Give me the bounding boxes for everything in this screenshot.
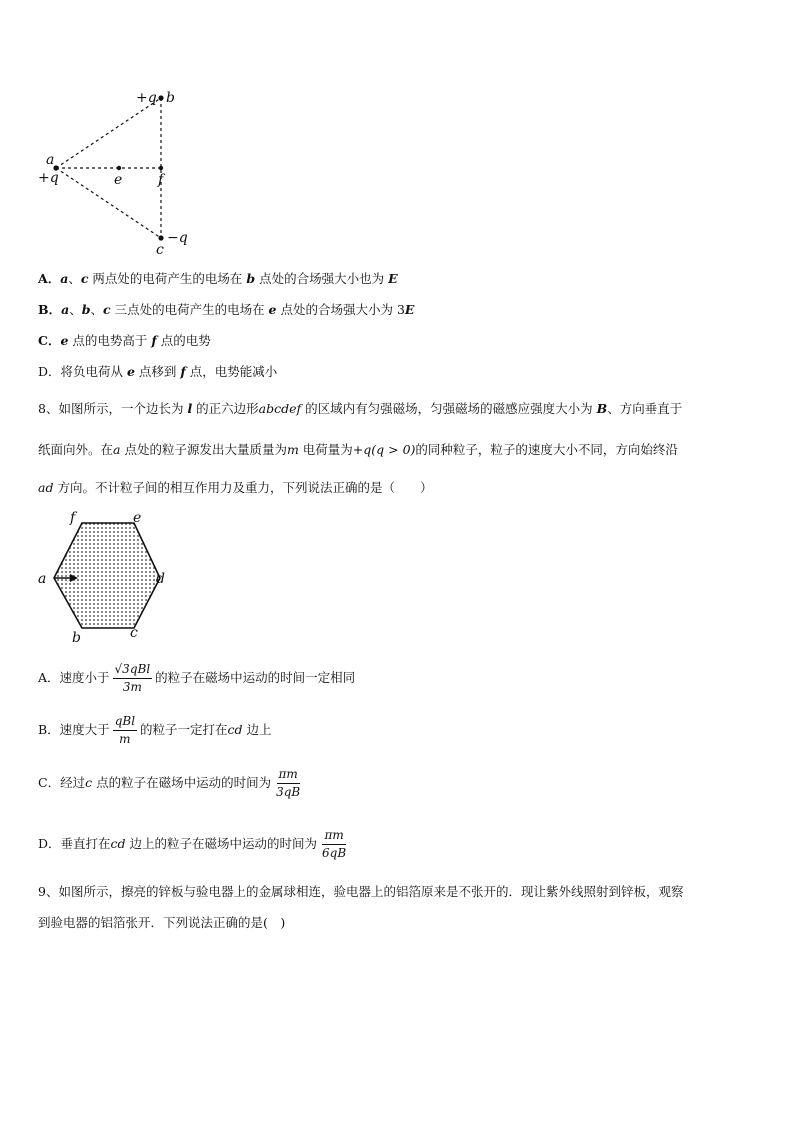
q7-option-c: C．e 点的电势高于 f 点的电势 bbox=[38, 333, 211, 348]
fraction: $\frac{\pi m}{6qB}$ bbox=[322, 828, 347, 860]
q8-stem-line-3: ad 方向。不计粒子间的相互作用力及重力，下列说法正确的是（ ） bbox=[38, 480, 433, 495]
hex-label-a: a bbox=[38, 571, 47, 587]
q8-option-b: B．速度大于 $\frac{\text{qBl}}{m}$ 的粒子一定打在cd 边上 bbox=[38, 714, 272, 746]
hex-label-c: c bbox=[130, 625, 138, 641]
point-e bbox=[117, 166, 121, 170]
q8-option-d: D．垂直打在cd 边上的粒子在磁场中运动的时间为 $\frac{\pi m}{6qB}$ bbox=[38, 828, 347, 860]
label-b: b bbox=[166, 90, 175, 106]
q7-option-a: A．a、c 两点处的电荷产生的电场在 b 点处的合场强大小也为 E bbox=[38, 271, 398, 286]
hex-label-d: d bbox=[156, 571, 165, 587]
q8-stem-line-2: 纸面向外。在a 点处的粒子源发出大量质量为m 电荷量为+q(q > 0)的同种粒子，粒子的速度大小不同，方向始终沿 bbox=[38, 442, 678, 457]
point-b bbox=[158, 95, 163, 100]
q8-stem-line-1: 8、如图所示，一个边长为 l 的正六边形abcdef 的区域内有匀强磁场，匀强磁场的磁感应强度大小为 B、方向垂直于 bbox=[38, 401, 683, 416]
q8-option-a: A．速度小于 $\frac{\text{√3qBl}}{3m}$ 的粒子在磁场中运动的时间一定相同 bbox=[38, 662, 356, 694]
hexagon-magnetic-field-figure bbox=[36, 506, 176, 646]
hex-label-f: f bbox=[70, 510, 76, 526]
point-c bbox=[158, 235, 163, 240]
q7-option-d: D．将负电荷从 e 点移到 f 点，电势能减小 bbox=[38, 364, 278, 379]
label-b-charge: +q bbox=[136, 90, 157, 106]
label-a: a bbox=[46, 152, 55, 168]
q7-option-b: B．a、b、c 三点处的电荷产生的电场在 e 点处的合场强大小为 3E bbox=[38, 302, 415, 317]
label-f: f bbox=[158, 172, 164, 188]
charges-triangle-figure bbox=[34, 82, 204, 257]
point-f bbox=[159, 166, 163, 170]
q9-stem-line-1: 9、如图所示，擦亮的锌板与验电器上的金属球相连，验电器上的铝箔原来是不张开的．现让紫外线照射到锌板，观察 bbox=[38, 884, 684, 899]
hex-label-b: b bbox=[72, 630, 81, 646]
label-c-charge: −q bbox=[167, 230, 188, 246]
fraction: $\frac{\text{qBl}}{m}$ bbox=[114, 714, 136, 746]
hexagon-region bbox=[54, 523, 160, 628]
hex-label-e: e bbox=[133, 510, 142, 526]
label-c: c bbox=[156, 242, 164, 257]
label-a-charge: +q bbox=[38, 170, 59, 186]
label-e: e bbox=[114, 172, 123, 188]
fraction: $\frac{\pi m}{3qB}$ bbox=[276, 767, 301, 799]
q8-option-c: C．经过c 点的粒子在磁场中运动的时间为 $\frac{\pi m}{3qB}$ bbox=[38, 767, 301, 799]
q9-stem-line-2: 到验电器的铝箔张开．下列说法正确的是( ) bbox=[38, 915, 286, 930]
fraction: $\frac{\text{√3qBl}}{3m}$ bbox=[114, 662, 151, 694]
